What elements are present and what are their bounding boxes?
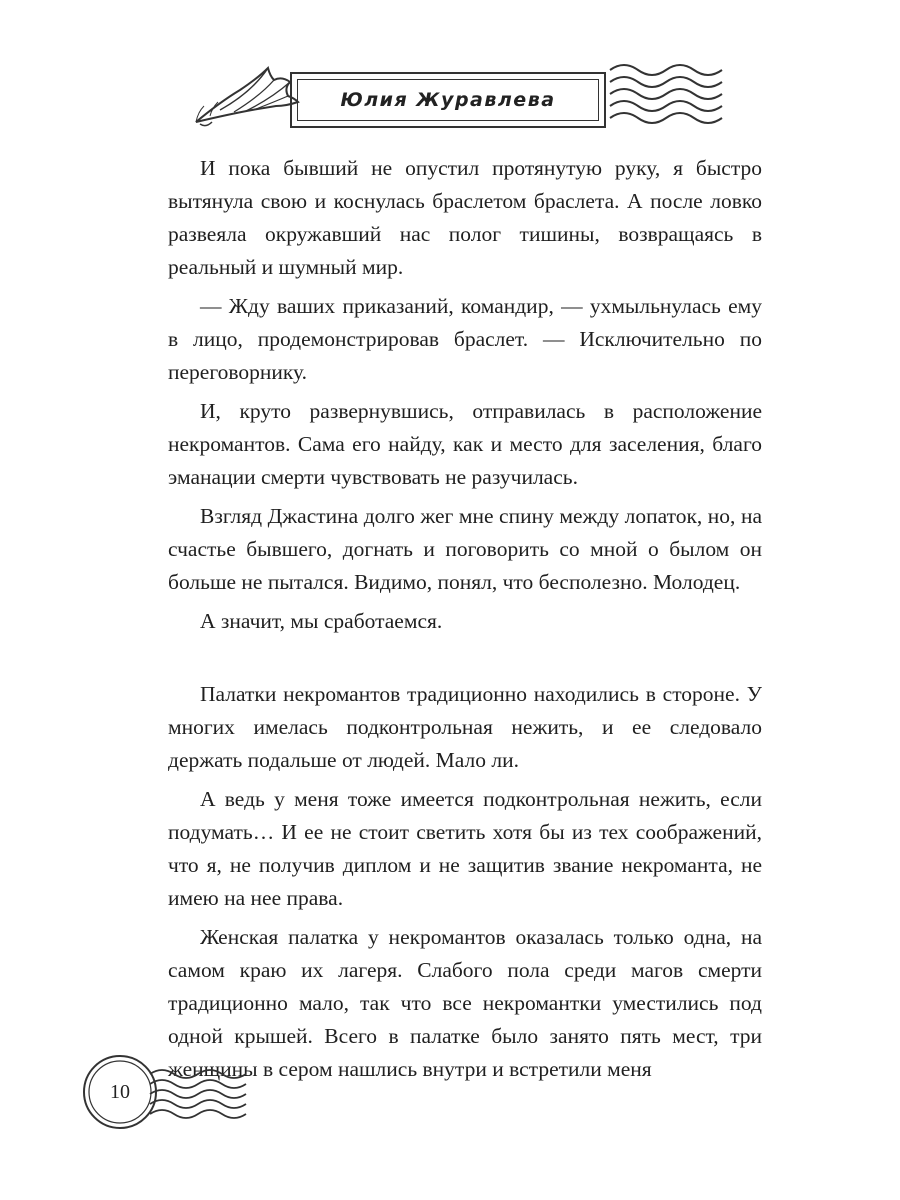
body-text bbox=[168, 152, 762, 1092]
dragon-wing-icon bbox=[190, 62, 300, 130]
running-header bbox=[0, 0, 900, 160]
paragraph: И, круто развернувшись, отправилась в расположение некромантов. Сама его найду, как и место для заселения, благо эманации смерти чувствовать не разучилась. bbox=[168, 399, 762, 489]
paragraph: Женская палатка у некромантов оказалась только одна, на самом краю их лагеря. Слабого пола среди магов смерти традиционно мало, так что все некромантки уместились под одной крышей. Всего в палатке было занято пять мест, три женщины в сером нашлись внутри и встретили меня bbox=[168, 925, 762, 1081]
paragraph: А значит, мы сработаемся. bbox=[200, 609, 443, 633]
page-number: 10 bbox=[110, 1080, 130, 1103]
paragraph: И пока бывший не опустил протянутую руку, я быстро вытянула свою и коснулась браслетом браслета. А после ловко развеяла окружавший нас полог тишины, возвращаясь в реальный и шумный мир. bbox=[168, 156, 762, 279]
page-number-stamp bbox=[82, 1054, 158, 1130]
wavy-postmark-lines bbox=[596, 56, 726, 128]
paragraph: — Жду ваших приказаний, командир, — ухмыльнулась ему в лицо, продемонстрировав браслет. — Исключительно по переговорнику. bbox=[168, 294, 762, 384]
paragraph: Палатки некромантов традиционно находились в стороне. У многих имелась подконтрольная нежить, и ее следовало держать подальше от людей. Мало ли. bbox=[168, 682, 762, 772]
paragraph: Взгляд Джастина долго жег мне спину между лопаток, но, на счастье бывшего, догнать и поговорить со мной о былом он больше не пытался. Видимо, понял, что бесполезно. Молодец. bbox=[168, 504, 762, 594]
author-title: Юлия Журавлева bbox=[340, 89, 556, 111]
paragraph: А ведь у меня тоже имеется подконтрольная нежить, если подумать… И ее не стоит светить хотя бы из тех соображений, что я, не получив диплом и не защитив звание некроманта, не имею на нее права. bbox=[168, 787, 762, 910]
stamp-wavy-lines-icon bbox=[148, 1066, 258, 1124]
author-title-frame bbox=[290, 72, 606, 128]
